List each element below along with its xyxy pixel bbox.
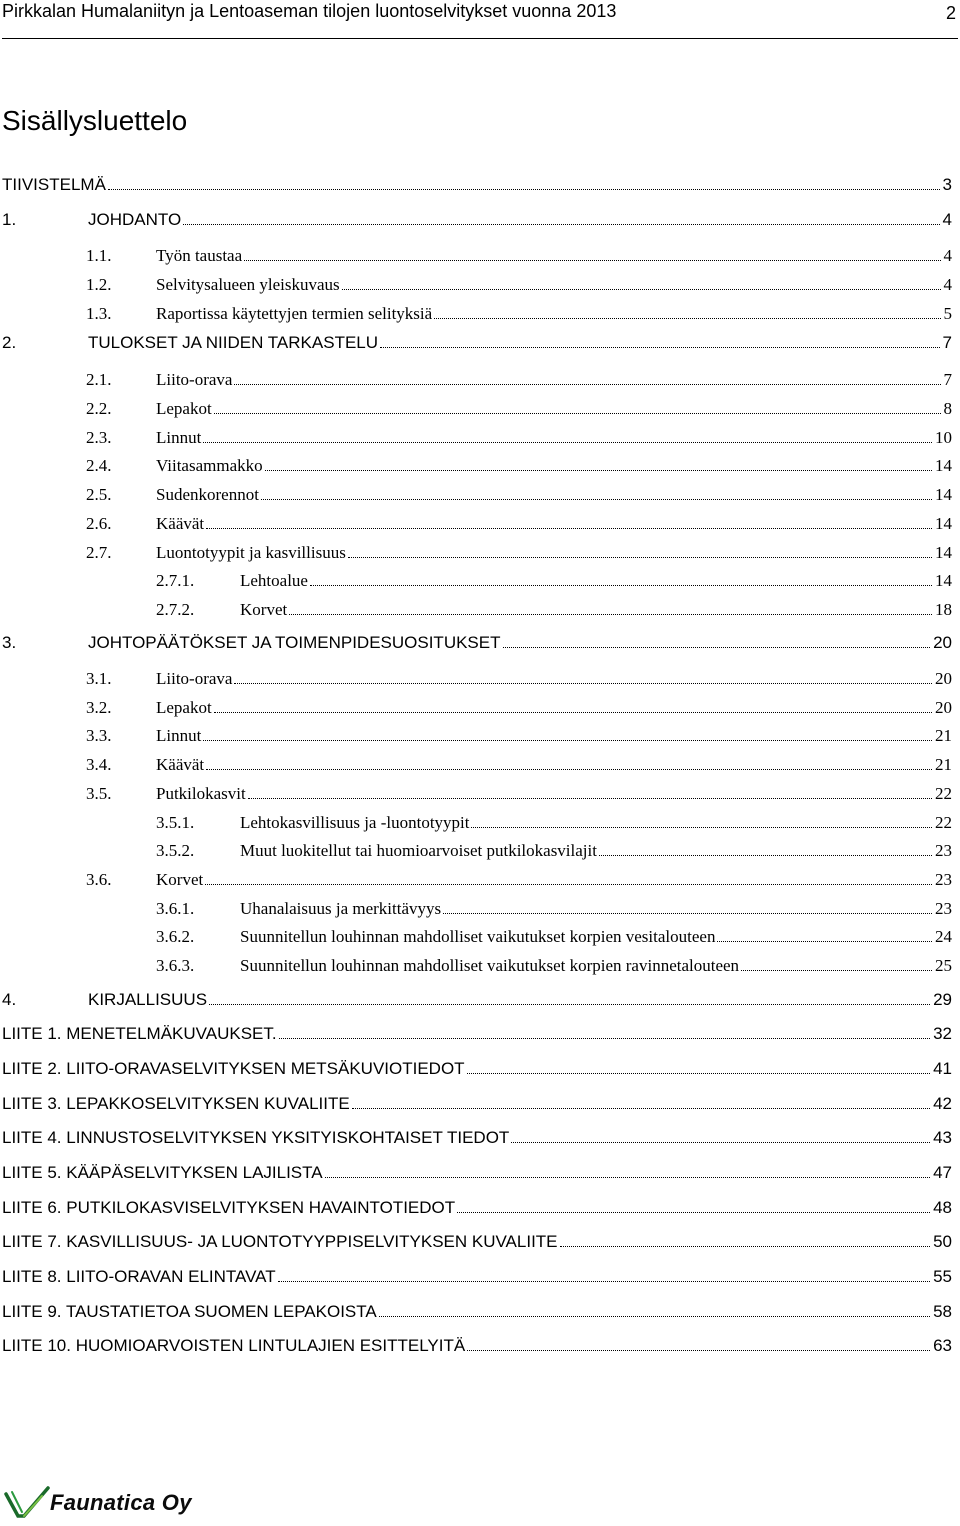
toc-entry-label: Lehtokasvillisuus ja -luontotyypit xyxy=(240,813,470,832)
toc-entry-page: 63 xyxy=(933,1336,952,1355)
toc-entry-label: JOHTOPÄÄTÖKSET JA TOIMENPIDESUOSITUKSET xyxy=(88,633,501,652)
company-logo xyxy=(4,1486,204,1520)
toc-entry-label: LIITE 4. LINNUSTOSELVITYKSEN YKSITYISKOHTAISET TIEDOT xyxy=(2,1128,510,1147)
toc-entry-page: 55 xyxy=(933,1267,952,1286)
dot-leader xyxy=(379,1316,930,1317)
dot-leader xyxy=(248,798,932,799)
toc-entry-page: 25 xyxy=(935,956,952,975)
toc-entry-number: 2.1. xyxy=(86,370,112,389)
toc-entry-page: 20 xyxy=(935,669,952,688)
dot-leader xyxy=(279,1038,930,1039)
toc-entry-label: LIITE 7. KASVILLISUUS- JA LUONTOTYYPPISELVITYKSEN KUVALIITE xyxy=(2,1232,558,1251)
toc-entry-page: 58 xyxy=(933,1302,952,1321)
toc-entry[interactable] xyxy=(2,1231,952,1253)
toc-entry[interactable] xyxy=(86,725,952,747)
dot-leader xyxy=(203,740,932,741)
toc-entry-page: 24 xyxy=(935,927,952,946)
toc-entry-label: Lehtoalue xyxy=(240,571,308,590)
toc-entry[interactable] xyxy=(2,632,952,654)
toc-entry-page: 14 xyxy=(935,543,952,562)
toc-entry-label: Raportissa käytettyjen termien selityksiä xyxy=(156,304,433,323)
toc-entry-page: 14 xyxy=(935,456,952,475)
toc-entry-number: 3.2. xyxy=(86,698,112,717)
toc-entry-page: 14 xyxy=(935,514,952,533)
toc-entry-page: 5 xyxy=(943,304,952,323)
toc-entry-page: 29 xyxy=(933,990,952,1009)
toc-entry-label: LIITE 8. LIITO-ORAVAN ELINTAVAT xyxy=(2,1267,276,1286)
toc-entry[interactable] xyxy=(86,513,952,535)
toc-entry-number: 4. xyxy=(2,990,17,1009)
toc-entry-page: 48 xyxy=(933,1198,952,1217)
toc-entry[interactable] xyxy=(2,332,952,354)
toc-entry-label: Selvitysalueen yleiskuvaus xyxy=(156,275,340,294)
toc-entry-page: 22 xyxy=(935,784,952,803)
toc-entry[interactable] xyxy=(156,955,952,977)
toc-entry-label: Korvet xyxy=(156,870,204,889)
toc-entry-page: 42 xyxy=(933,1094,952,1113)
toc-entry-page: 23 xyxy=(935,899,952,918)
toc-entry-page: 7 xyxy=(942,333,952,352)
toc-entry-number: 3.6.1. xyxy=(156,899,195,918)
toc-entry-number: 3.6.2. xyxy=(156,927,195,946)
toc-entry-label: LIITE 3. LEPAKKOSELVITYKSEN KUVALIITE xyxy=(2,1094,350,1113)
toc-entry-number: 1.3. xyxy=(86,304,112,323)
toc-heading: Sisällysluettelo xyxy=(2,105,188,136)
toc-entry-page: 4 xyxy=(943,246,952,265)
toc-entry[interactable] xyxy=(86,542,952,564)
dot-leader xyxy=(560,1246,931,1247)
toc-entry-label: Korvet xyxy=(240,600,288,619)
toc-entry-label: Muut luokitellut tai huomioarvoiset putkilokasvilajit xyxy=(240,841,597,860)
toc-entry[interactable] xyxy=(2,1023,952,1045)
toc-entry-number: 3.6. xyxy=(86,870,112,889)
toc-entry-number: 3.6.3. xyxy=(156,956,195,975)
faunatica-logo-icon xyxy=(4,1486,52,1520)
toc-entry-label: Liito-orava xyxy=(156,669,233,688)
toc-entry-page: 22 xyxy=(935,813,952,832)
dot-leader xyxy=(265,470,932,471)
toc-entry[interactable] xyxy=(2,1162,952,1184)
dot-leader xyxy=(467,1073,931,1074)
toc-entry-page: 23 xyxy=(935,870,952,889)
dot-leader xyxy=(214,712,932,713)
dot-leader xyxy=(203,442,932,443)
dot-leader xyxy=(380,347,940,348)
toc-entry-page: 14 xyxy=(935,485,952,504)
dot-leader xyxy=(348,557,932,558)
toc-entry-number: 2.4. xyxy=(86,456,112,475)
toc-entry-page: 3 xyxy=(942,175,952,194)
toc-entry-page: 10 xyxy=(935,428,952,447)
toc-entry-label: Käävät xyxy=(156,514,205,533)
dot-leader xyxy=(244,260,940,261)
toc-entry-number: 2.2. xyxy=(86,399,112,418)
toc-entry[interactable] xyxy=(2,209,952,231)
toc-entry[interactable] xyxy=(86,398,952,420)
toc-entry-page: 20 xyxy=(935,698,952,717)
toc-entry[interactable] xyxy=(2,1058,952,1080)
toc-entry-label: LIITE 1. MENETELMÄKUVAUKSET. xyxy=(2,1024,277,1043)
toc-entry[interactable] xyxy=(86,484,952,506)
toc-entry-label: Linnut xyxy=(156,428,202,447)
toc-entry-label: Linnut xyxy=(156,726,202,745)
dot-leader xyxy=(342,289,941,290)
toc-entry-number: 3.1. xyxy=(86,669,112,688)
toc-entry-number: 1.2. xyxy=(86,275,112,294)
toc-entry-number: 1. xyxy=(2,210,17,229)
dot-leader xyxy=(234,384,940,385)
toc-entry[interactable] xyxy=(2,1301,952,1323)
toc-entry-page: 4 xyxy=(943,275,952,294)
toc-entry-label: LIITE 9. TAUSTATIETOA SUOMEN LEPAKOISTA xyxy=(2,1302,377,1321)
toc-entry-page: 47 xyxy=(933,1163,952,1182)
toc-entry-page: 4 xyxy=(942,210,952,229)
toc-entry-number: 2.7.1. xyxy=(156,571,195,590)
toc-entry-label: Lepakot xyxy=(156,698,212,717)
toc-entry-number: 2.7.2. xyxy=(156,600,195,619)
toc-entry-number: 2.6. xyxy=(86,514,112,533)
toc-entry-label: Käävät xyxy=(156,755,205,774)
toc-entry-page: 7 xyxy=(943,370,952,389)
dot-leader xyxy=(278,1281,930,1282)
toc-entry-number: 3.5. xyxy=(86,784,112,803)
toc-entry-label: Lepakot xyxy=(156,399,212,418)
logo-text: Faunatica Oy xyxy=(50,1490,192,1515)
dot-leader xyxy=(325,1177,930,1178)
toc-entry-label: Uhanalaisuus ja merkittävyys xyxy=(240,899,442,918)
toc-entry[interactable] xyxy=(2,1197,952,1219)
toc-entry[interactable] xyxy=(86,783,952,805)
dot-leader xyxy=(434,318,940,319)
dot-leader xyxy=(503,647,931,648)
toc-entry-page: 50 xyxy=(933,1232,952,1251)
toc-entry-page: 20 xyxy=(933,633,952,652)
dot-leader xyxy=(234,683,932,684)
toc-entry-page: 14 xyxy=(935,571,952,590)
toc-entry[interactable] xyxy=(2,1266,952,1288)
toc-entry[interactable] xyxy=(156,926,952,948)
toc-entry-label: Suunnitellun louhinnan mahdolliset vaikutukset korpien ravinnetalouteen xyxy=(240,956,740,975)
dot-leader xyxy=(261,499,932,500)
toc-entry[interactable] xyxy=(156,599,952,621)
toc-entry-number: 2. xyxy=(2,333,17,352)
toc-entry-page: 43 xyxy=(933,1128,952,1147)
dot-leader xyxy=(206,769,932,770)
toc-entry-number: 2.3. xyxy=(86,428,112,447)
toc-entry-number: 2.7. xyxy=(86,543,112,562)
toc-entry[interactable] xyxy=(86,245,952,267)
toc-entry[interactable] xyxy=(156,898,952,920)
toc-entry[interactable] xyxy=(86,697,952,719)
dot-leader xyxy=(214,413,941,414)
dot-leader xyxy=(205,884,932,885)
dot-leader xyxy=(467,1350,930,1351)
toc-entry[interactable] xyxy=(156,812,952,834)
dot-leader xyxy=(183,224,939,225)
toc-entry-page: 21 xyxy=(935,755,952,774)
toc-entry[interactable] xyxy=(86,455,952,477)
dot-leader xyxy=(352,1108,930,1109)
toc-entry-number: 3.5.2. xyxy=(156,841,195,860)
page-number: 2 xyxy=(945,3,956,23)
toc-entry-page: 23 xyxy=(935,841,952,860)
toc-entry-label: LIITE 10. HUOMIOARVOISTEN LINTULAJIEN ESITTELYITÄ xyxy=(2,1336,466,1355)
toc-entry-label: Työn taustaa xyxy=(156,246,243,265)
toc-entry-number: 3.4. xyxy=(86,755,112,774)
toc-entry-label: Viitasammakko xyxy=(156,456,263,475)
toc-entry[interactable] xyxy=(156,840,952,862)
dot-leader xyxy=(457,1212,930,1213)
toc-entry-page: 21 xyxy=(935,726,952,745)
toc-entry-page: 18 xyxy=(935,600,952,619)
dot-leader xyxy=(599,855,932,856)
toc-entry-label: Luontotyypit ja kasvillisuus xyxy=(156,543,346,562)
toc-entry-label: KIRJALLISUUS xyxy=(88,990,208,1009)
toc-entry-page: 41 xyxy=(933,1059,952,1078)
toc-entry-label: Liito-orava xyxy=(156,370,233,389)
document-title: Pirkkalan Humalaniityn ja Lentoaseman tilojen luontoselvitykset vuonna 2013 xyxy=(2,1,617,21)
toc-entry[interactable] xyxy=(86,303,952,325)
toc-entry-number: 2.5. xyxy=(86,485,112,504)
toc-entry-label: Suunnitellun louhinnan mahdolliset vaikutukset korpien vesitalouteen xyxy=(240,927,716,946)
toc-entry-label: JOHDANTO xyxy=(88,210,182,229)
toc-entry[interactable] xyxy=(2,1127,952,1149)
toc-entry[interactable] xyxy=(86,274,952,296)
toc-entry-label: TIIVISTELMÄ xyxy=(2,175,106,194)
dot-leader xyxy=(717,941,932,942)
dot-leader xyxy=(443,913,932,914)
dot-leader xyxy=(741,970,932,971)
toc-entry-label: TULOKSET JA NIIDEN TARKASTELU xyxy=(88,333,379,352)
toc-entry[interactable] xyxy=(2,989,952,1011)
toc-entry[interactable] xyxy=(2,174,952,196)
toc-entry-label: LIITE 6. PUTKILOKASVISELVITYKSEN HAVAINTOTIEDOT xyxy=(2,1198,456,1217)
dot-leader xyxy=(511,1142,930,1143)
toc-entry-page: 8 xyxy=(943,399,952,418)
toc-entry-number: 3.3. xyxy=(86,726,112,745)
toc-entry[interactable] xyxy=(86,754,952,776)
dot-leader xyxy=(209,1004,930,1005)
toc-entry-label: Putkilokasvit xyxy=(156,784,246,803)
toc-entry-number: 1.1. xyxy=(86,246,112,265)
toc-entry[interactable] xyxy=(86,427,952,449)
dot-leader xyxy=(108,189,940,190)
toc-entry[interactable] xyxy=(2,1335,952,1357)
toc-entry-label: LIITE 5. KÄÄPÄSELVITYKSEN LAJILISTA xyxy=(2,1163,323,1182)
toc-entry[interactable] xyxy=(86,668,952,690)
dot-leader xyxy=(289,614,932,615)
toc-entry-label: Sudenkorennot xyxy=(156,485,259,504)
toc-entry[interactable] xyxy=(86,369,952,391)
toc-entry-page: 32 xyxy=(933,1024,952,1043)
toc-entry-label: LIITE 2. LIITO-ORAVASELVITYKSEN METSÄKUVIOTIEDOT xyxy=(2,1059,465,1078)
toc-entry-number: 3.5.1. xyxy=(156,813,195,832)
dot-leader xyxy=(471,827,932,828)
toc-entry[interactable] xyxy=(156,570,952,592)
toc-entry[interactable] xyxy=(86,869,952,891)
dot-leader xyxy=(310,585,932,586)
toc-entry-number: 3. xyxy=(2,633,17,652)
dot-leader xyxy=(206,528,932,529)
toc-entry[interactable] xyxy=(2,1093,952,1115)
